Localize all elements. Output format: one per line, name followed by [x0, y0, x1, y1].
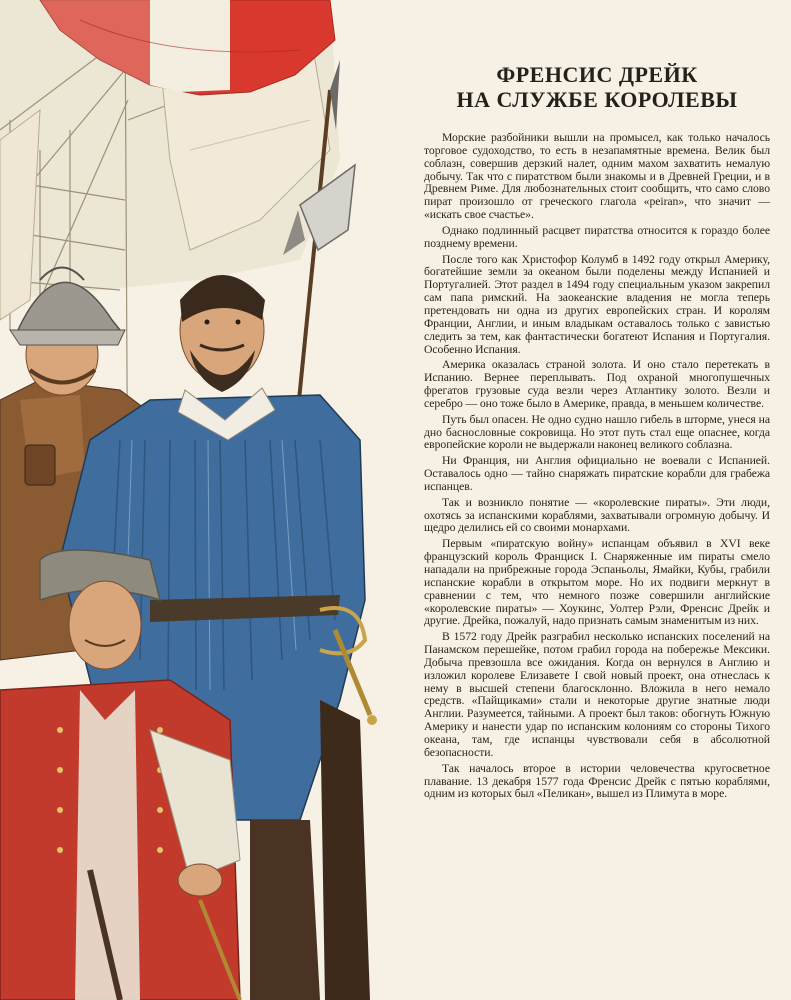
paragraph: Ни Франция, ни Англия официально не воевали с Испанией. Оставалось одно — тайно снаряжать пиратские корабли для грабежа испанцев.: [424, 454, 770, 493]
paragraph: Так и возникло понятие — «королевские пираты». Эти люди, охотясь за испанскими кораблями, захватывали огромную добычу. И щедро делились ей со своими монархами.: [424, 495, 770, 535]
paragraph: После того как Христофор Колумб в 1492 году открыл Америку, богатейшие земли за океаном были поделены между Испанией и Португалией. Этот раздел в 1494 году специальным указом закрепил сам папа римский. На заокеанские владения не могла теперь претендовать ни одна из других европейских стран. И королям Франции, Англии, и иным владыкам оставалось только с завистью следить за тем, как фантастически богатеют Испания и Португалия. Особенно Испания.: [424, 252, 770, 356]
article-title: [424, 62, 770, 112]
article: [424, 62, 770, 801]
paragraph: Первым «пиратскую войну» испанцам объявил в XVI веке французский король Франциск I. Снаряженные им пираты смело нападали на прибрежные города Эспаньолы, Ямайки, Кубы, грабили испанские корабли в открытом море. Но их подвиги меркнут в сравнении с тем, что немного позже совершили английские «королевские пираты» — Хоукинс, Уолтер Рэли, Френсис Дрейк и другие. Дрейка, пожалуй, надо признать самым знаменитым из них.: [424, 537, 770, 628]
article-title-line-1: ФРЕНСИС ДРЕЙК: [496, 62, 698, 87]
paragraph: Однако подлинный расцвет пиратства относится к гораздо более позднему времени.: [424, 223, 770, 250]
article-title-line-2: НА СЛУЖБЕ КОРОЛЕВЫ: [456, 87, 738, 112]
paragraph: Так началось второе в истории человечества кругосветное плавание. 13 декабря 1577 года Френсис Дрейк с пятью кораблями, одним из которых был «Пеликан», вышел из Плимута в море.: [424, 761, 770, 801]
paragraph: Морские разбойники вышли на промысел, как только началось торговое судоходство, то есть в незапамятные времена. Велик был соблазн, совершив дерзкий налет, одним махом захватить немалую добычу. Так что с пиратством были знакомы и в Древней Греции, и в Древнем Риме. Для любознательных стоит сообщить, что само слово пират произошло от греческого глагола «peiran», что значит — «искать свое счастье».: [424, 131, 770, 222]
paragraph: Путь был опасен. Не одно судно нашло гибель в шторме, унеся на дно баснословные сокровища. Но этот путь стал еще опаснее, когда европейские короли не выдержали наконец великого соблазна.: [424, 412, 770, 452]
article-body: [424, 132, 770, 801]
paragraph: Америка оказалась страной золота. И оно стало перетекать в Испанию. Вернее переплывать. Под охраной многопушечных фрегатов грузовые суда везли через Атлантику золото. Везли и серебро — оно тоже было в Америке, правда, в меньшем количестве.: [424, 358, 770, 410]
paragraph: В 1572 году Дрейк разграбил несколько испанских поселений на Панамском перешейке, потом грабил города на побережье Мексики. Добыча превзошла все ожидания. Когда он вернулся в Англию и изложил королеве Елизавете I свой новый проект, она отнеслась к нему в высшей степени благосклонно. Вложила в него немало средств. «Пайщиками» стали и некоторые другие знатные люди Англии. Разумеется, тайными. А проект был таков: обогнуть Южную Америку и нанести удар по испанским колониям со стороны Тихого океана, там, где испанцы чувствовали себя в абсолютной безопасности.: [424, 630, 770, 759]
